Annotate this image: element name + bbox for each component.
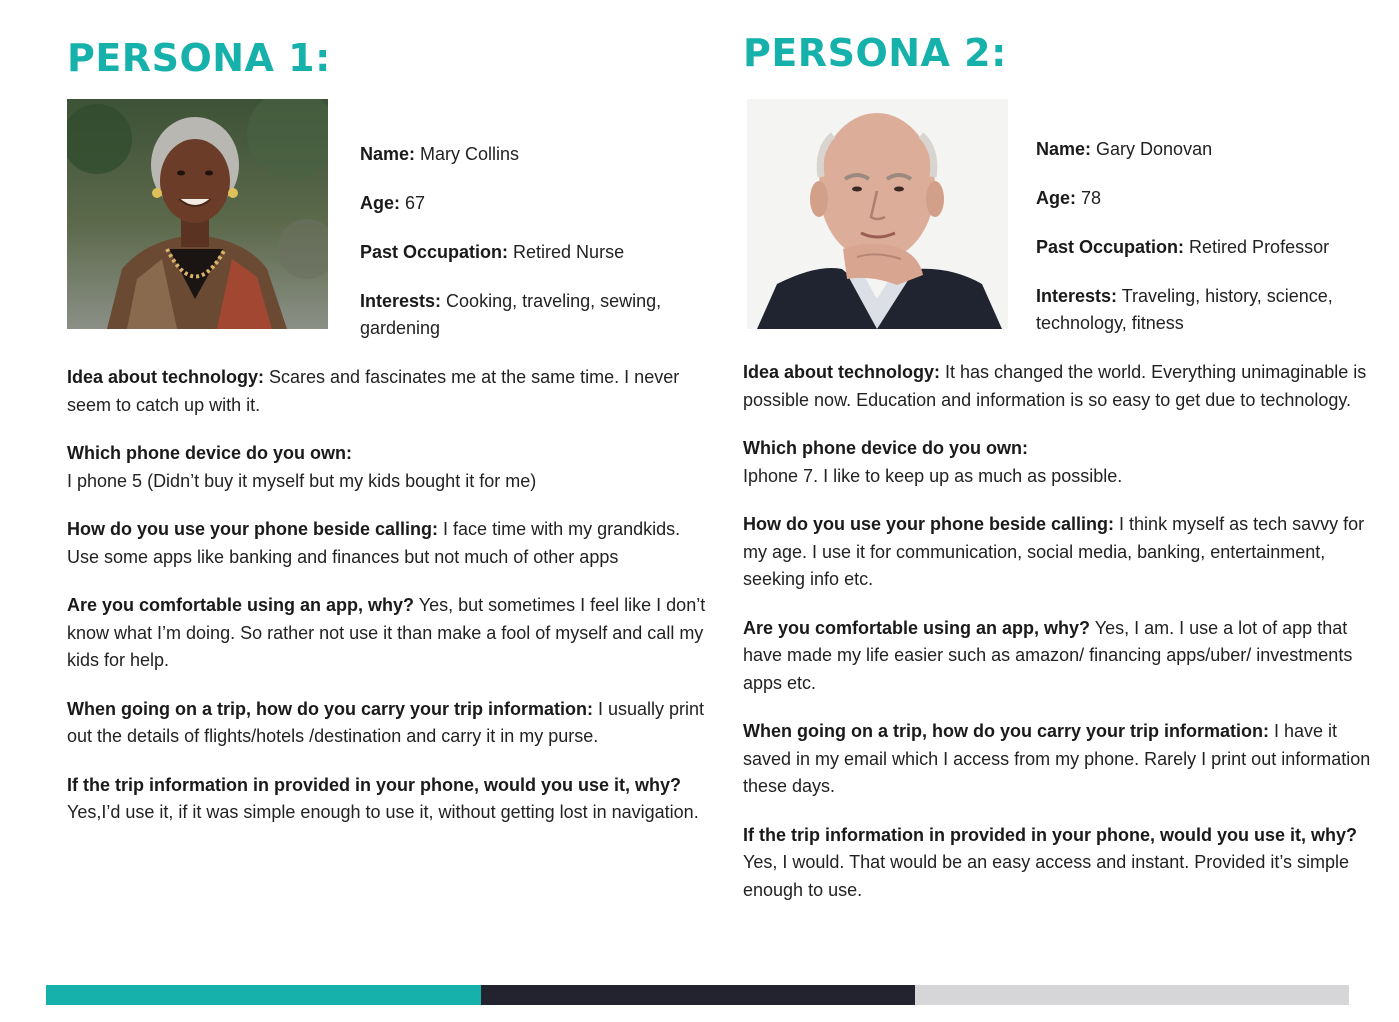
persona-2-interview — [743, 359, 1373, 925]
question-label: Are you comfortable using an app, why? — [743, 617, 1091, 638]
question-label: If the trip information in provided in your phone, would you use it, why? — [67, 774, 681, 795]
question-label: When going on a trip, how do you carry your trip information — [67, 698, 587, 719]
question-label: How do you use your phone beside calling — [67, 519, 433, 539]
persona-2-qa-trip — [743, 718, 1373, 801]
fact-label: Interests — [360, 291, 436, 311]
fact-value: Cooking, traveling, sewing, gardening — [360, 291, 662, 338]
persona-1-interview — [67, 364, 707, 848]
persona-2-qa-trip-phone — [743, 822, 1373, 905]
answer-text: Scares and fascinates me at the same time. I never seem to catch up with it. — [67, 367, 680, 415]
question-label: How do you use your phone beside calling — [743, 514, 1109, 534]
question-colon: : — [934, 362, 941, 382]
question-label: Idea about technology — [743, 362, 935, 382]
fact-value: Retired Nurse — [508, 242, 625, 262]
footer-bar-light — [915, 985, 1349, 1005]
persona-2-name — [1036, 136, 1366, 163]
fact-value: Mary Collins — [415, 144, 520, 164]
question-label: If the trip information in provided in your phone, would you use it, why? — [743, 824, 1357, 845]
persona-1-qa-usage — [67, 516, 707, 571]
fact-value: 78 — [1076, 188, 1102, 208]
persona-2-age — [1036, 185, 1366, 212]
persona-1-photo — [67, 99, 328, 329]
fact-value: Gary Donovan — [1091, 139, 1213, 159]
fact-colon: : — [394, 193, 401, 213]
persona-2-qa-usage — [743, 511, 1373, 594]
fact-value: Traveling, history, science, technology, fitness — [1036, 286, 1333, 333]
fact-colon: : — [409, 144, 416, 164]
persona-1-occupation — [360, 239, 700, 266]
fact-label: Name — [1036, 139, 1086, 159]
persona-2-title: PERSONA 2: — [743, 31, 1007, 75]
answer-text: Yes,I’d use it, if it was simple enough to use it, without getting lost in navigation. — [67, 802, 699, 822]
fact-label: Age — [360, 193, 395, 213]
persona-1-interests — [360, 288, 700, 342]
answer-text: Yes, I would. That would be an easy access and instant. Provided it’s simple enough to use. — [743, 852, 1350, 900]
persona-1-name — [360, 141, 700, 168]
fact-colon: : — [1085, 139, 1092, 159]
persona-2-occupation — [1036, 234, 1366, 261]
answer-text: It has changed the world. Everything unimaginable is possible now. Education and information is so easy to get due to technology. — [743, 362, 1367, 410]
question-colon: : — [587, 698, 593, 719]
question-label: When going on a trip, how do you carry your trip information — [743, 721, 1263, 741]
persona-1-portrait-image — [67, 99, 328, 329]
fact-label: Name — [360, 144, 410, 164]
question-colon: : — [1108, 514, 1115, 534]
fact-value: Retired Professor — [1184, 237, 1330, 257]
question-colon: : — [1263, 721, 1269, 741]
persona-2-interests — [1036, 283, 1366, 337]
answer-text: I have it saved in my email which I access from my phone. Rarely I print out information these days. — [743, 721, 1371, 796]
question-colon: : — [1022, 438, 1029, 458]
fact-colon: : — [1178, 237, 1185, 257]
question-label: Which phone device do you own — [67, 443, 347, 463]
question-colon: : — [432, 519, 439, 539]
question-label: Which phone device do you own — [743, 438, 1023, 458]
persona-2-qa-technology — [743, 359, 1373, 414]
persona-2-portrait-image — [747, 99, 1008, 329]
fact-colon: : — [502, 242, 509, 262]
persona-1-title: PERSONA 1: — [67, 36, 331, 80]
footer-bar-accent — [46, 985, 481, 1005]
fact-colon: : — [435, 291, 442, 311]
question-label: Are you comfortable using an app, why? — [67, 595, 415, 615]
persona-1-qa-trip — [67, 696, 707, 751]
persona-1-qa-trip-phone — [67, 772, 707, 827]
answer-text: I face time with my grandkids. Use some apps like banking and finances but not much of other apps — [67, 519, 681, 567]
persona-1-qa-device — [67, 440, 707, 495]
persona-2-photo — [747, 99, 1008, 329]
answer-text: I phone 5 (Didn’t buy it myself but my kids bought it for me) — [67, 470, 537, 491]
fact-label: Interests — [1036, 286, 1112, 306]
fact-label: Age — [1036, 188, 1071, 208]
persona-2-facts — [1036, 136, 1366, 359]
fact-value: 67 — [400, 193, 426, 213]
fact-colon: : — [1111, 286, 1118, 306]
question-colon: : — [258, 367, 265, 387]
answer-text: Yes, but sometimes I feel like I don’t know what I’m doing. So rather not use it than make a fool of myself and call my kids for help. — [67, 595, 706, 670]
answer-text: I think myself as tech savvy for my age. I use it for communication, social media, banking, entertainment, seeking info etc. — [743, 514, 1365, 589]
persona-2-qa-comfort — [743, 615, 1373, 698]
answer-text: I usually print out the details of flights/hotels /destination and carry it in my purse. — [67, 698, 705, 746]
persona-1-facts — [360, 141, 700, 364]
persona-1-age — [360, 190, 700, 217]
answer-text: Yes, I am. I use a lot of app that have made my life easier such as amazon/ financing apps/uber/ investments apps etc. — [743, 617, 1353, 693]
persona-1-qa-comfort — [67, 592, 707, 675]
persona-1-qa-technology — [67, 364, 707, 419]
fact-label: Past Occupation — [1036, 237, 1179, 257]
question-colon: : — [346, 443, 353, 463]
question-label: Idea about technology — [67, 367, 259, 387]
footer-bar-dark — [481, 985, 915, 1005]
fact-colon: : — [1070, 188, 1077, 208]
answer-text: Iphone 7. I like to keep up as much as possible. — [743, 465, 1123, 486]
persona-2-qa-device — [743, 435, 1373, 490]
fact-label: Past Occupation — [360, 242, 503, 262]
